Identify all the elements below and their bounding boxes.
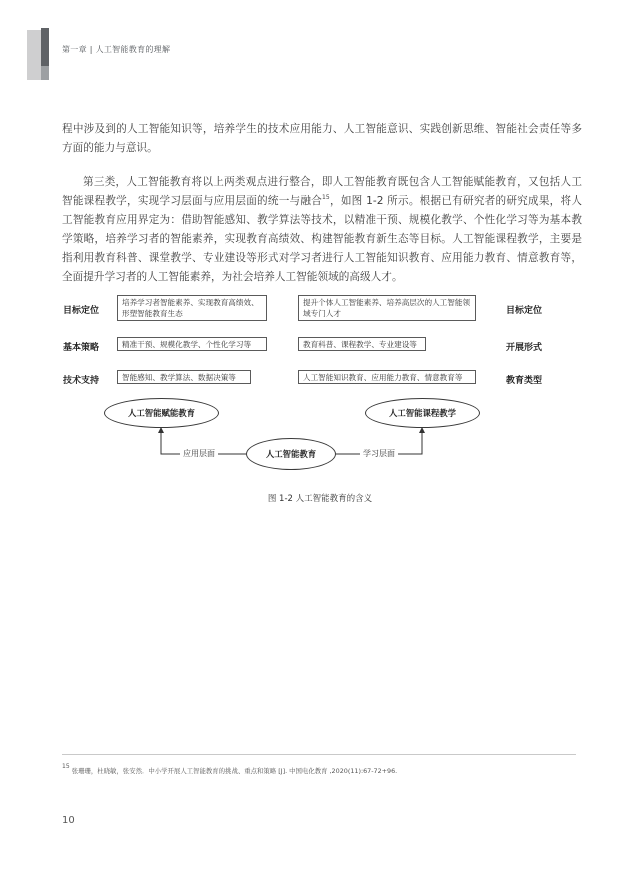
- left-box-goal: 培养学习者智能素养、实现教育高绩效、形塑智能教育生态: [117, 295, 267, 321]
- left-label-goal: 目标定位: [63, 306, 100, 316]
- right-label-type: 教育类型: [506, 376, 543, 386]
- footnote-marker: 15: [62, 763, 70, 770]
- left-label-tech: 技术支持: [63, 376, 100, 386]
- right-box-goal: 提升个体人工智能素养、培养高层次的人工智能领域专门人才: [298, 295, 476, 321]
- citation-marker: 15: [322, 194, 330, 201]
- right-label-form: 开展形式: [506, 343, 543, 353]
- paragraph-2-part-b: ，如图 1-2 所示。根据已有研究者的研究成果，将人工智能教育应用界定为：借助智能感知、教学算法等技术，以精准干预、规模化教学、个性化学习等为基本教学策略，培养学习者的智能素养，实现教育高绩效、构建智能教育新生态等目标。人工智能课程教学，主要是指利用教育科普、课堂教学、专业建设等形式对学习者进行人工智能知识教育、应用能力教育、情意教育等，全面提升学习者的人工智能素养，为社会培养人工智能领域的高级人才。: [62, 195, 582, 283]
- left-box-strategy: 精准干预、规模化教学、个性化学习等: [117, 337, 267, 351]
- header-decoration-mid: [41, 66, 49, 80]
- right-box-form: 教育科普、课程教学、专业建设等: [298, 337, 426, 351]
- footnote-text: 张珊珊，杜晓敏，张安然．中小学开展人工智能教育的挑战、重点和策略 [J]. 中国电化教育 ,2020(11):67-72+96.: [71, 767, 398, 775]
- figure-caption: 图 1-2 人工智能教育的含义: [267, 494, 373, 504]
- flow-label-application: 应用层面: [180, 448, 218, 459]
- ellipse-ai-curriculum-teaching: 人工智能课程教学: [365, 398, 480, 428]
- header-decoration-light: [27, 30, 41, 80]
- paragraph-1: 程中涉及到的人工智能知识等，培养学生的技术应用能力、人工智能意识、实践创新思维、智能社会责任等多方面的能力与意识。: [62, 123, 582, 154]
- left-label-strategy: 基本策略: [63, 343, 100, 353]
- page-number: 10: [62, 815, 75, 826]
- flow-label-learning: 学习层面: [360, 448, 398, 459]
- right-label-goal: 目标定位: [506, 306, 543, 316]
- figure-diagram: [60, 288, 580, 468]
- ellipse-ai-education: 人工智能教育: [246, 438, 336, 470]
- paragraph-2-part-a: 第三类，人工智能教育将以上两类观点进行整合，即人工智能教育既包含人工智能赋能教育，又包括人工智能课程教学，实现学习层面与应用层面的统一与融合: [62, 176, 582, 207]
- footnote-divider: [62, 754, 576, 755]
- left-box-tech: 智能感知、教学算法、数据决策等: [117, 370, 251, 384]
- ellipse-ai-empowered-education: 人工智能赋能教育: [104, 398, 219, 428]
- right-box-type: 人工智能知识教育、应用能力教育、情意教育等: [298, 370, 476, 384]
- header-decoration-dark: [41, 28, 49, 66]
- chapter-header: 第一章 | 人工智能教育的理解: [62, 45, 171, 54]
- paragraph-2: [62, 173, 582, 287]
- footnote: [62, 763, 398, 775]
